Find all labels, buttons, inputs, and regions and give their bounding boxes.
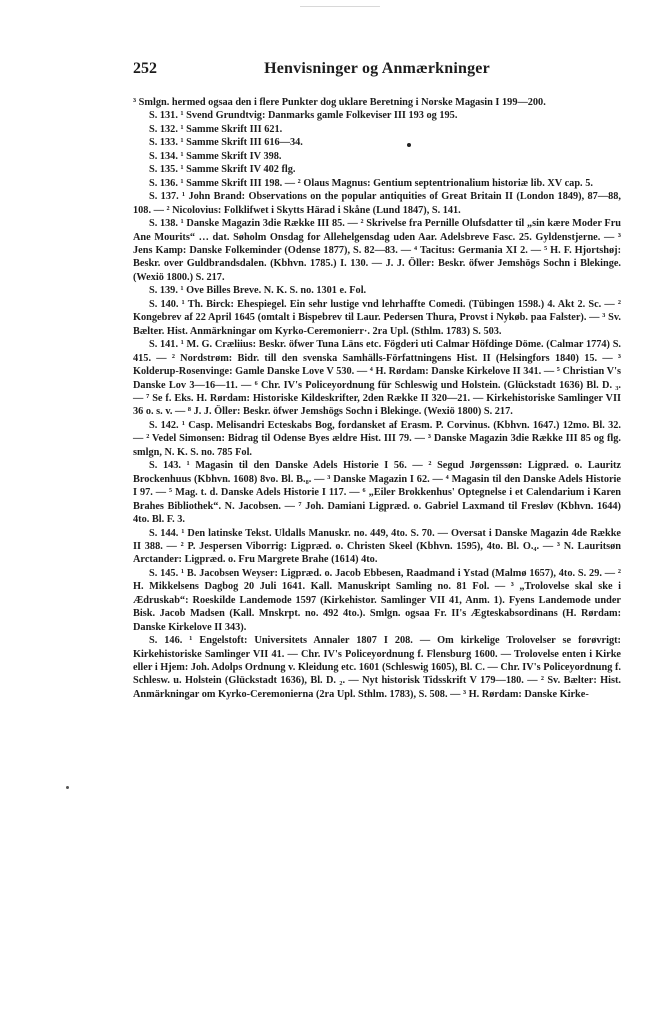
note-paragraph: S. 135. ¹ Samme Skrift IV 402 flg. bbox=[149, 164, 296, 176]
scan-edge-mark bbox=[300, 6, 380, 7]
note-paragraph: S. 136. ¹ Samme Skrift III 198. — ² Olaus Magnus: Gentium septentrionalium historiæ lib. XV cap. 5. bbox=[149, 177, 593, 189]
note-paragraph: S. 144. ¹ Den latinske Tekst. Uldalls Manuskr. no. 449, 4to. S. 70. — Oversat i Danske Magazin 4de Række II 388. — ² P. Jespersen Viborrig: Ligpræd. o. Christen Skeel (Kbhvn. 1595), 4to. Bl. O.₄. — ³ N. Lauritsøn Arctander: Ligpræd. o. Fru Margrete Brahe (1614) 4to. bbox=[133, 527, 621, 566]
note-paragraph: S. 134. ¹ Samme Skrift IV 398. bbox=[149, 150, 282, 162]
page-header bbox=[133, 60, 621, 82]
note-paragraph: S. 142. ¹ Casp. Melisandri Ecteskabs Bog, fordansket af Erasm. P. Corvinus. (Kbhvn. 1647.) 12mo. Bl. 32. — ² Vedel Simonsen: Bidrag til Odense Byes ældre Hist. III 79. — ³ Danske Magazin 3die Række III 85 og flg. smlgn, N. K. S. no. 785 Fol. bbox=[133, 419, 621, 458]
note-paragraph: S. 133. ¹ Samme Skrift III 616—34. bbox=[149, 137, 303, 149]
note-paragraph: S. 140. ¹ Th. Birck: Ehespiegel. Ein sehr lustige vnd lehrhaffte Comedi. (Tübingen 1598.) 4. Akt 2. Sc. — ² Kongebrev af 22 April 1645 (omtalt i Bispebrev til Laur. Pedersen Thura, Provst i Nykøb. paa Falster). — ³ Sv. Bælter. Hist. Anmärkningar om Kyrko-Ceremonierr·. 2ra Upl. (Sthlm. 1783) S. 503. bbox=[133, 298, 621, 337]
note-paragraph: S. 132. ¹ Samme Skrift III 621. bbox=[149, 123, 283, 135]
note-paragraph: S. 137. ¹ John Brand: Observations on the popular antiquities of Great Britain II (London 1849), 87—88, 108. — ² Nicolovius: Folklifwet i Skytts Härad i Skåne (Lund 1847), S. 141. bbox=[133, 191, 621, 216]
note-paragraph: S. 141. ¹ M. G. Cræliius: Beskr. öfwer Tuna Läns etc. Fögderi uti Calmar Höfdinge Döme. (Calmar 1774) S. 415. — ² Nordstrøm: Bidr. till den svenska Samhälls-Författningens Hist. II (Helsingfors 1840) 15. — ³ Kolderup-Rosenvinge: Gamle Danske Love V 530. — ⁴ H. Rørdam: Danske Kirkelove II 341. — ⁵ Christian V's Danske Lov 3—16—11. — ⁶ Chr. IV's Policeyordnung für Schleswig und Holstein. (Glückstadt 1636) Bl. D. ₃. — ⁷ Se f. Eks. H. Rørdam: Historiske Kildeskrifter, 2den Række II 320—21. — Kirkehistoriske Samlinger VII 36 o. s. v. — ⁸ J. J. Öller: Beskr. öfwer Jemshögs Sochn i Blekinge. (Wexiö 1800) S. 217. bbox=[133, 339, 621, 418]
print-speck bbox=[66, 786, 69, 789]
note-paragraph: S. 145. ¹ B. Jacobsen Weyser: Ligpræd. o. Jacob Ebbesen, Raadmand i Ystad (Malmø 1657), 4to. S. 29. — ² H. Mikkelsens Dagbog 20 Juli 1641. Kall. Manuskript Samling no. 81 Fol. — ³ „Trolovelse skal ske i Ædruskab“: Roeskilde Landemode 1597 (Kirkehistor. Samlinger VII 41, Anm. 1). Fyens Landemode under Bisk. Jacob Madsen (Kall. Mnskrpt. no. 492 4to.). Smlgn. ogsaa Fr. II's Ægteskabsordinans (H. Rørdam: Danske Kirkelove II 343). bbox=[133, 567, 621, 633]
running-title: Henvisninger og Anmærkninger bbox=[264, 60, 490, 77]
note-paragraph: S. 138. ¹ Danske Magazin 3die Række III 85. — ² Skrivelse fra Pernille Olufsdatter til „sin kære Moder Fru Ane Mourits“ … dat. Søholm Onsdag for Allehelgensdag uden Aar. Adelsbreve Fasc. 25. Gyldenstjerne. — ³ Jens Kamp: Danske Folkeminder (Odense 1877), S. 82—83. — ⁴ Tacitus: Germania XI 2. — ⁵ H. F. Hjortshøj: Beskr. over Guldbrandsdalen. (Kbhvn. 1785.) I. 130. — J. J. Öller: Beskr. öfwer Jemshögs Sochn i Blekinge. (Wexiö 1800.) S. 217. bbox=[133, 218, 621, 283]
note-paragraph: S. 139. ¹ Ove Billes Breve. N. K. S. no. 1301 e. Fol. bbox=[149, 285, 367, 297]
print-speck bbox=[407, 143, 411, 147]
note-paragraph: ³ Smlgn. hermed ogsaa den i flere Punkter dog uklare Beretning i Norske Magasin I 199—200. bbox=[133, 97, 546, 108]
note-paragraph: S. 131. ¹ Svend Grundtvig: Danmarks gamle Folkeviser III 193 og 195. bbox=[149, 110, 458, 122]
note-paragraph: S. 143. ¹ Magasin til den Danske Adels Historie I 56. — ² Segud Jørgenssøn: Ligpræd. o. Lauritz Brockenhuus (Kbhvn. 1608) 8vo. Bl. B.₈. — ³ Danske Magazin I 62. — ⁴ Magasin til den Danske Adels Historie I 97. — ⁵ Mag. t. d. Danske Adels Historie I 117. — ⁶ „Eiler Brokkenhus' Optegnelse i et Calendarium i Karen Brahes Bibliothek“. N. Jacobsen. — ⁷ Joh. Damiani Ligpræd. o. Gabriel Laxmand til Fresløv (Kbhvn. 1644) 4to. Bl. F. 3. bbox=[133, 460, 621, 526]
note-paragraph: S. 146. ¹ Engelstoft: Universitets Annaler 1807 I 208. — Om kirkelige Trolovelser se forøvrigt: Kirkehistoriske Samlinger VII 41. — Chr. IV's Policeyordnung f. Flensburg 1600. — Trolovelse enten i Kirke eller i Hjem: Joh. Adolps Ordnung v. Kleidung etc. 1601 (Schleswig 1605), Bl. C. — Chr. IV's Policeyordnung f. Schlesw. u. Holstein (Glückstadt 1636), Bl. D. ₂. — Nyt historisk Tidsskrift V 179—180. — ² Sv. Bælter: Hist. Anmärkningar om Kyrko-Ceremonierna (2ra Upl. Sthlm. 1783), S. 508. — ³ H. Rørdam: Danske Kirke- bbox=[133, 635, 621, 700]
notes-body bbox=[133, 96, 621, 701]
page-number: 252 bbox=[133, 60, 157, 77]
